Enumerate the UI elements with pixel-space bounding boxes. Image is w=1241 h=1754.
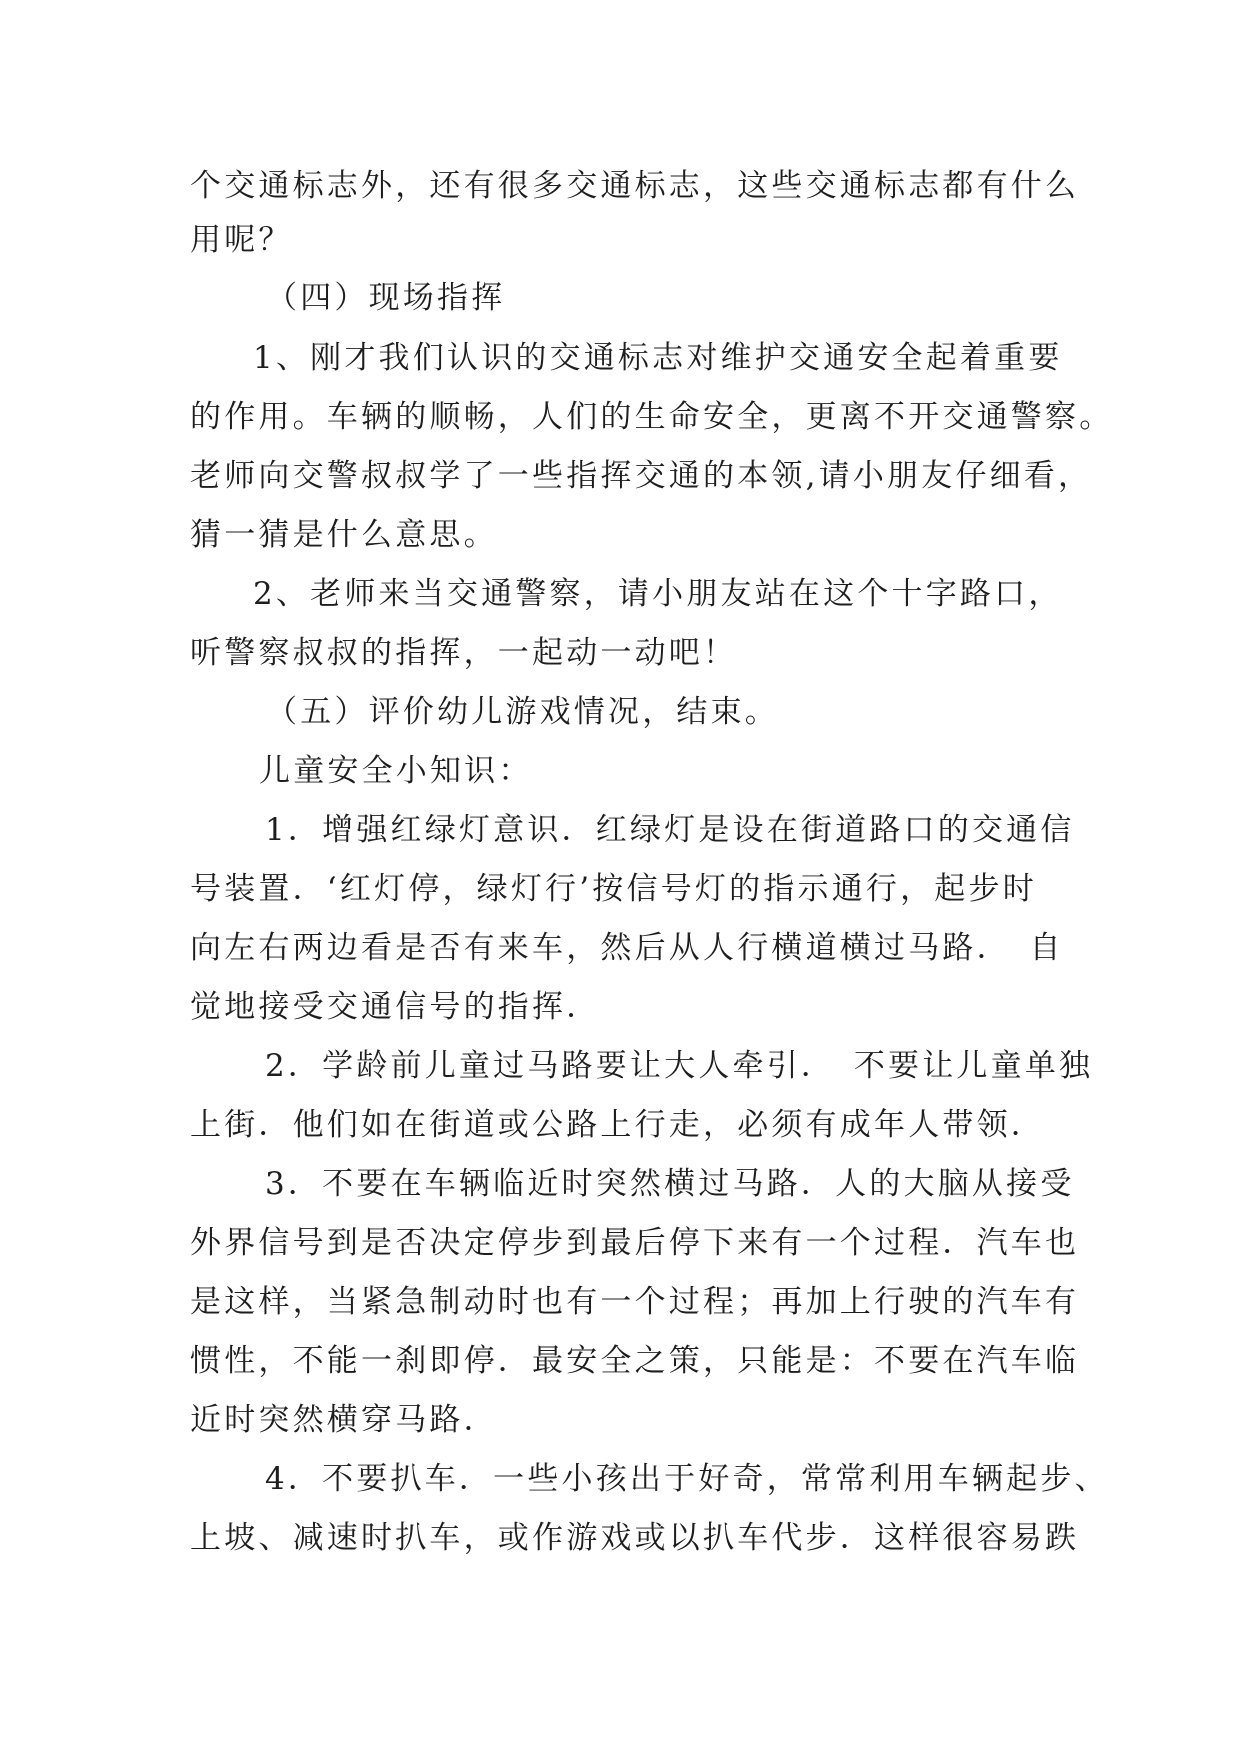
text-line: 1．增强红绿灯意识．红绿灯是设在街道路口的交通信: [265, 812, 1075, 848]
text-line: 觉地接受交通信号的指挥．: [190, 989, 601, 1025]
text-line: 号装置．‘红灯停，绿灯行’按信号灯的指示通行，起步时: [190, 871, 1037, 907]
text-line: 3．不要在车辆临近时突然横过马路．人的大脑从接受: [265, 1166, 1075, 1202]
text-line: 用呢？: [190, 222, 293, 258]
text-line: 向左右两边看是否有来车，然后从人行横道横过马路． 自: [190, 930, 1064, 966]
text-line: 2、老师来当交通警察，请小朋友站在这个十字路口，: [253, 576, 1063, 612]
text-line: 近时突然横穿马路．: [190, 1402, 498, 1438]
text-line: 上坡、减速时扒车，或作游戏或以扒车代步．这样很容易跌: [190, 1520, 1080, 1556]
text-line: 的作用。车辆的顺畅，人们的生命安全，更离不开交通警察。: [190, 399, 1114, 435]
text-line: 老师向交警叔叔学了一些指挥交通的本领,请小朋友仔细看，: [190, 458, 1093, 494]
text-line: 是这样，当紧急制动时也有一个过程；再加上行驶的汽车有: [190, 1284, 1080, 1320]
text-line: 1、刚才我们认识的交通标志对维护交通安全起着重要: [253, 340, 1063, 376]
text-line: 惯性，不能一刹即停．最安全之策，只能是：不要在汽车临: [190, 1343, 1080, 1379]
text-line: 猜一猜是什么意思。: [190, 517, 498, 553]
subheading-safety-tips: 儿童安全小知识：: [259, 753, 533, 789]
section-heading-4: （四）现场指挥: [266, 280, 506, 316]
text-line: 上街．他们如在街道或公路上行走，必须有成年人带领．: [190, 1107, 1045, 1143]
section-heading-5: （五）评价幼儿游戏情况，结束。: [266, 694, 779, 730]
text-line: 4．不要扒车．一些小孩出于好奇，常常利用车辆起步、: [265, 1461, 1109, 1497]
text-line: 听警察叔叔的指挥，一起动一动吧！: [190, 635, 738, 671]
text-line: 外界信号到是否决定停步到最后停下来有一个过程．汽车也: [190, 1225, 1080, 1261]
text-line: 2．学龄前儿童过马路要让大人牵引． 不要让儿童单独: [265, 1048, 1094, 1084]
text-line: 个交通标志外，还有很多交通标志，这些交通标志都有什么: [190, 168, 1080, 204]
